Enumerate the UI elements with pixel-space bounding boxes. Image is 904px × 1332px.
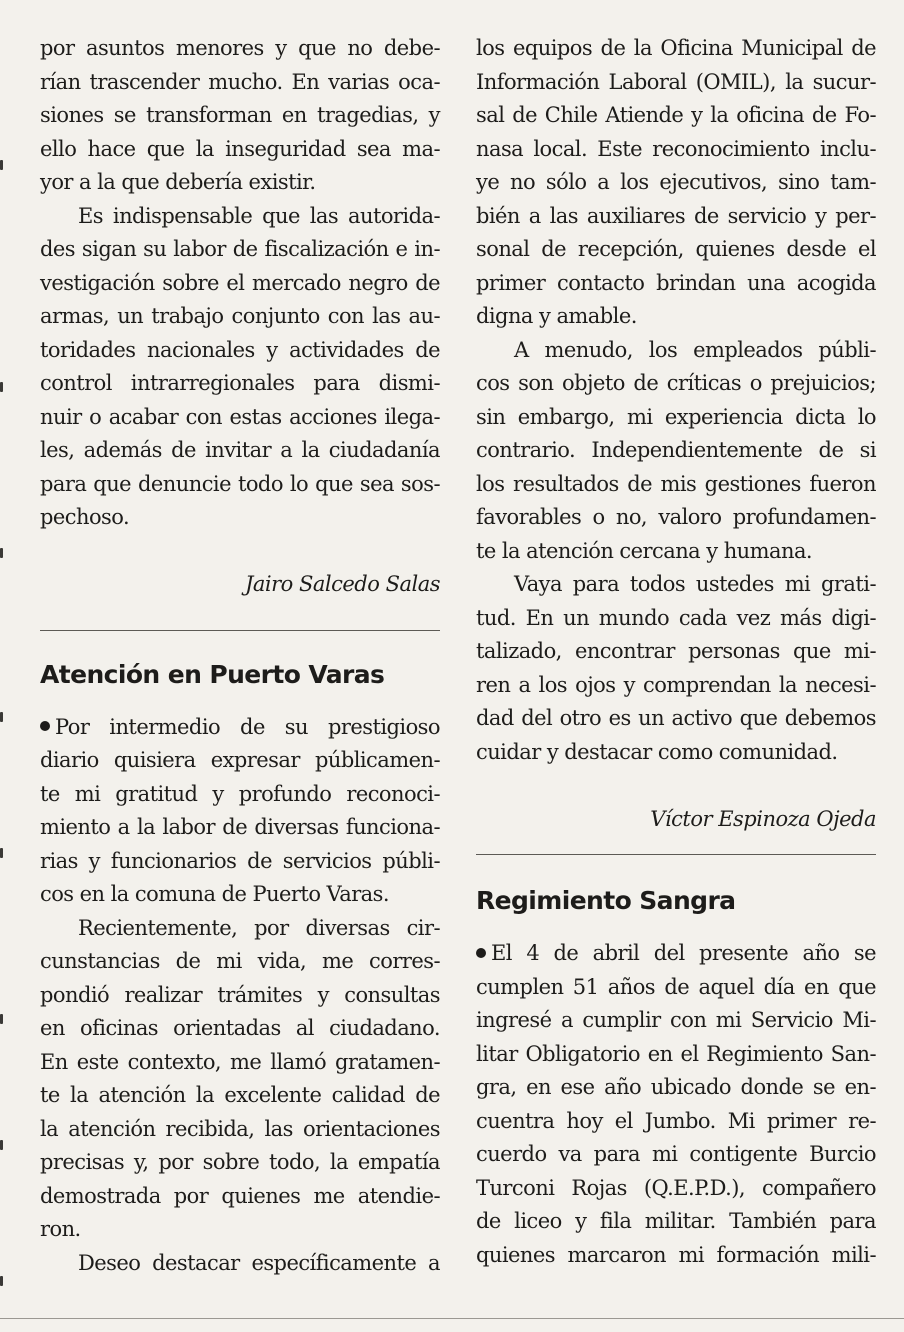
section-divider: [476, 854, 876, 855]
text-line: Vaya para todos ustedes mi grati-: [514, 572, 876, 596]
text-line: los resultados de mis gestiones fueron: [476, 471, 876, 496]
text-line: quienes marcaron mi formación mili-: [476, 1242, 876, 1267]
text-line: litar Obligatorio en el Regimiento San-: [476, 1041, 876, 1066]
text-line: por asuntos menores y que no debe-: [40, 36, 440, 60]
text-line: gra, en ese año ubicado donde se en-: [476, 1075, 876, 1099]
edge-mark: [0, 160, 3, 170]
text-line: de liceo y fila militar. También para: [476, 1209, 876, 1233]
section-heading: Atención en Puerto Varas: [40, 659, 385, 689]
text-line: rias y funcionarios de servicios públi-: [40, 848, 440, 873]
text-line: ingresé a cumplir con mi Servicio Mi-: [476, 1008, 876, 1032]
text-line: te la atención la excelente calidad de: [40, 1083, 440, 1107]
text-line: la atención recibida, las orientaciones: [40, 1116, 440, 1141]
text-line: nuir o acabar con estas acciones ilega-: [40, 404, 440, 429]
text-line: pondió realizar trámites y consultas: [40, 982, 440, 1007]
text-line: Recientemente, por diversas cir-: [78, 915, 440, 940]
text-line: primer contacto brindan una acogida: [476, 270, 876, 295]
bullet-icon: [40, 721, 50, 731]
text-line: sin embargo, mi experiencia dicta lo: [476, 404, 876, 429]
edge-mark: [0, 548, 3, 558]
edge-mark: [0, 848, 3, 858]
text-line: rían trascender mucho. En varias oca-: [40, 69, 440, 94]
text-line: siones se transforman en tragedias, y: [40, 103, 440, 127]
text-line: tud. En un mundo cada vez más digi-: [476, 605, 876, 630]
text-line: des sigan su labor de fiscalización e in-: [40, 237, 440, 261]
left-column: [40, 32, 440, 1280]
text-line: cuentra hoy el Jumbo. Mi primer re-: [476, 1108, 876, 1133]
text-line: digna y amable.: [476, 304, 637, 328]
text-line: Es indispensable que las autorida-: [78, 203, 440, 228]
page-bottom-rule: [0, 1318, 904, 1319]
text-line: [40, 711, 440, 745]
text-line: precisas y, por sobre todo, la empatía: [40, 1150, 440, 1174]
text-line: talizado, encontrar personas que mi-: [476, 639, 876, 663]
text-line: toridades nacionales y actividades de: [40, 337, 440, 362]
edge-mark: [0, 382, 3, 392]
text-line: nasa local. Este reconocimiento inclu-: [476, 136, 876, 161]
bullet-icon: [476, 948, 486, 958]
section-heading: Regimiento Sangra: [476, 886, 736, 915]
text-line: A menudo, los empleados públi-: [514, 337, 876, 362]
text-line: pechoso.: [40, 505, 130, 529]
text-line: Deseo destacar específicamente a: [78, 1250, 440, 1275]
text-line-content: Por intermedio de su prestigioso: [55, 714, 440, 739]
text-line: los equipos de la Oficina Municipal de: [476, 36, 876, 60]
text-line: Información Laboral (OMIL), la sucur-: [476, 69, 876, 94]
text-line: Turconi Rojas (Q.E.P.D.), compañero: [476, 1175, 876, 1200]
spacer: [476, 769, 876, 803]
text-line: miento a la labor de diversas funciona-: [40, 815, 440, 839]
letter-signature: Jairo Salcedo Salas: [244, 572, 440, 596]
text-line: cuerdo va para mi contigente Burcio: [476, 1142, 876, 1166]
text-line: sal de Chile Atiende y la oficina de Fo-: [476, 103, 876, 127]
text-line: les, además de invitar a la ciudadanía: [40, 438, 440, 462]
text-line: ye no sólo a los ejecutivos, sino tam-: [476, 170, 876, 194]
text-line: cunstancias de mi vida, me corres-: [40, 949, 440, 973]
text-line: cos son objeto de críticas o prejuicios;: [476, 371, 876, 395]
letter-signature: Víctor Espinoza Ojeda: [650, 806, 876, 831]
text-line: yor a la que debería existir.: [40, 170, 316, 194]
edge-mark: [0, 1140, 3, 1150]
edge-mark: [0, 1276, 3, 1286]
spacer: [40, 535, 440, 569]
text-line: dad del otro es un activo que debemos: [476, 706, 876, 730]
text-line-content: El 4 de abril del presente año se: [491, 941, 876, 965]
text-line: contrario. Independientemente de si: [476, 438, 876, 462]
text-line: para que denuncie todo lo que sea sos-: [40, 471, 440, 496]
text-line: cuidar y destacar como comunidad.: [476, 739, 838, 764]
text-line: demostrada por quienes me atendie-: [40, 1183, 440, 1208]
text-line: ron.: [40, 1217, 81, 1241]
text-line: armas, un trabajo conjunto con las au-: [40, 304, 440, 328]
text-line: En este contexto, me llamó gratamen-: [40, 1049, 440, 1074]
text-line: control intrarregionales para dismi-: [40, 371, 440, 395]
section-divider: [40, 630, 440, 631]
text-line: ello hace que la inseguridad sea ma-: [40, 136, 440, 161]
text-line: cos en la comuna de Puerto Varas.: [40, 882, 390, 906]
text-line: sonal de recepción, quienes desde el: [476, 237, 876, 261]
text-line: ren a los ojos y comprendan la necesi-: [476, 672, 876, 697]
edge-mark: [0, 712, 3, 722]
text-line: en oficinas orientadas al ciudadano.: [40, 1016, 440, 1040]
right-column: [476, 32, 876, 1272]
text-line: favorables o no, valoro profundamen-: [476, 505, 876, 529]
text-line: vestigación sobre el mercado negro de: [40, 270, 440, 295]
text-line: diario quisiera expresar públicamen-: [40, 748, 440, 772]
text-line: [476, 937, 876, 971]
text-line: bién a las auxiliares de servicio y per-: [476, 203, 876, 228]
text-line: cumplen 51 años de aquel día en que: [476, 974, 876, 999]
edge-mark: [0, 1014, 3, 1024]
text-line: te mi gratitud y profundo reconoci-: [40, 781, 440, 806]
text-line: te la atención cercana y humana.: [476, 538, 813, 563]
